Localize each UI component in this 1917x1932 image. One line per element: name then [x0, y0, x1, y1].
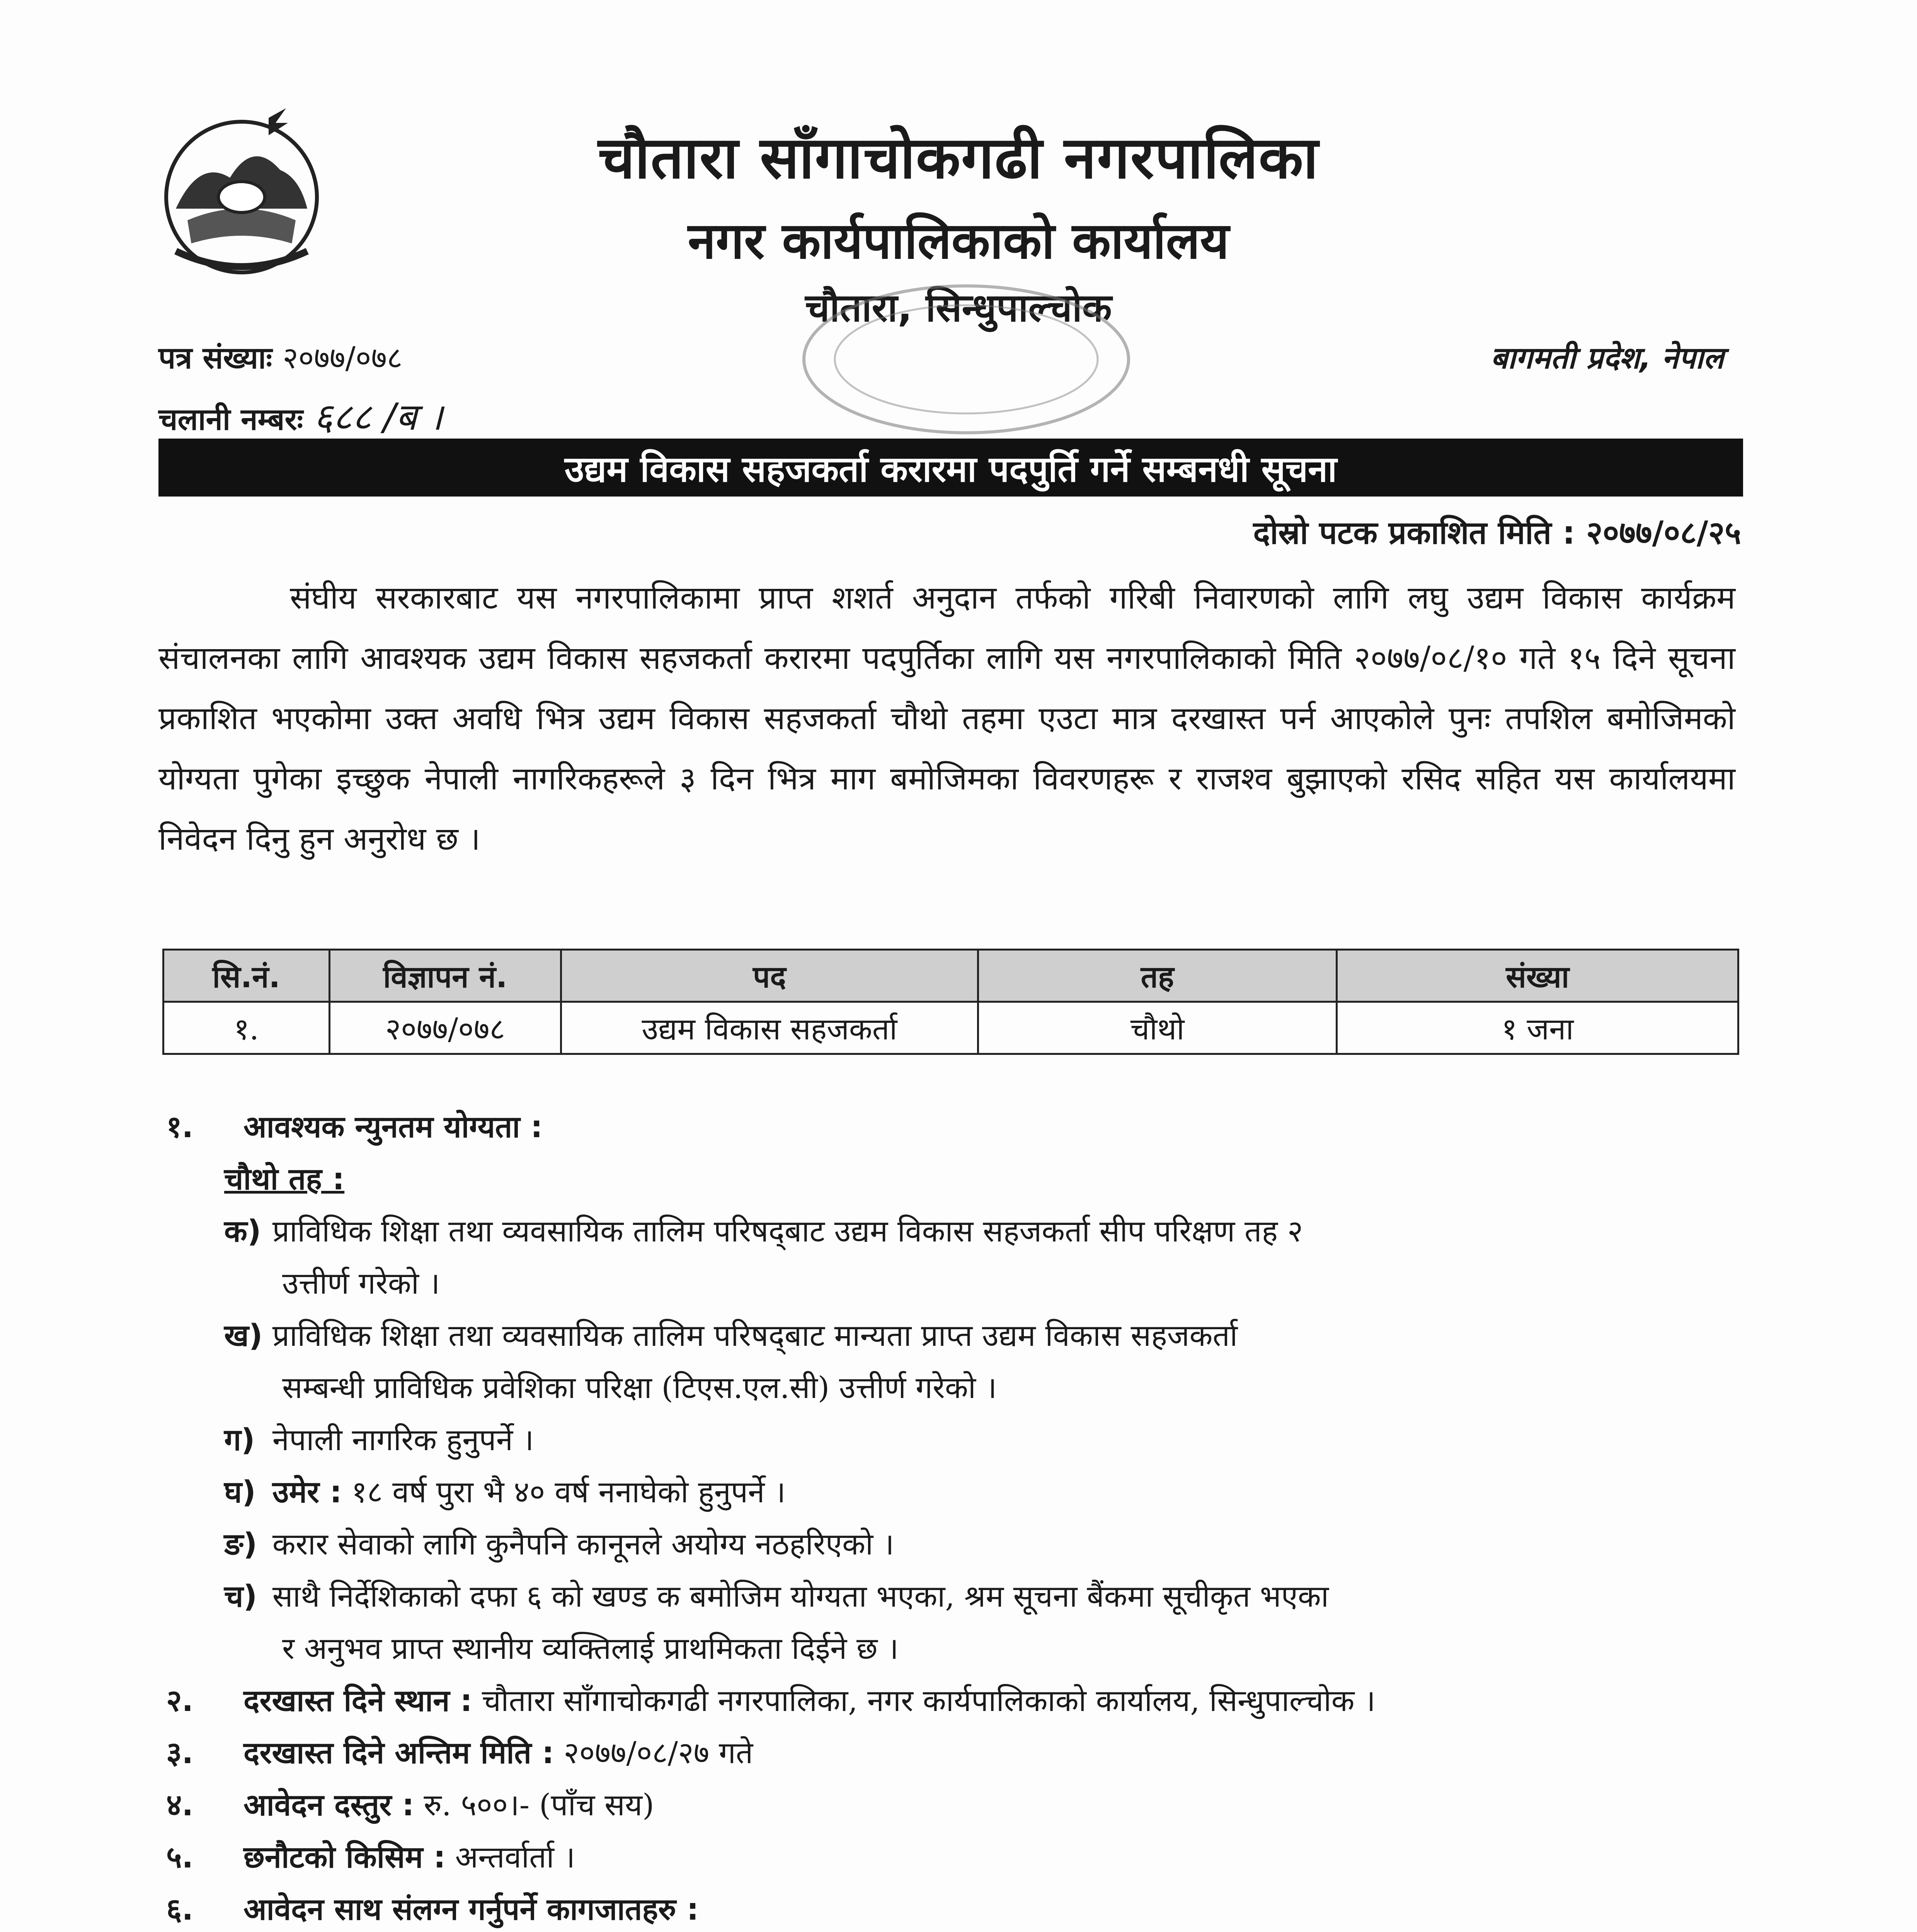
col-level: तह — [978, 950, 1337, 1002]
office-location: चौतारा, सिन्धुपाल्चोक — [805, 285, 1112, 330]
qualification-kha: ख) प्राविधिक शिक्षा तथा व्यवसायिक तालिम परिषद्‌बाट मान्यता प्राप्त उद्यम विकास सहजकर्ता — [224, 1318, 1238, 1353]
province: बागमती प्रदेश, नेपाल — [1490, 341, 1724, 376]
qualification-ka-cont: उत्तीर्ण गरेको । — [282, 1266, 440, 1301]
table-header-row — [163, 950, 1738, 1002]
section-5: ५. छनौटको किसिम : अन्तर्वार्ता । — [166, 1840, 575, 1875]
col-post: पद — [561, 950, 978, 1002]
office-name: नगर कार्यपालिकाको कार्यालय — [688, 211, 1229, 270]
qualification-cha: च) साथै निर्देशिकाको दफा ६ को खण्ड क बमोजिम योग्यता भएका, श्रम सूचना बैंकमा सूचीकृत भएका — [224, 1579, 1329, 1614]
qualification-kha-cont: सम्बन्धी प्राविधिक प्रवेशिका परिक्षा (टिएस.एल.सी) उत्तीर्ण गरेको । — [282, 1371, 997, 1405]
col-ad-no: विज्ञापन नं. — [329, 950, 561, 1002]
section-1-heading: १. आवश्यक न्युनतम योग्यता : — [166, 1110, 543, 1145]
qualification-ga: ग) नेपाली नागरिक हुनुपर्ने । — [224, 1423, 534, 1458]
qualification-nga: ङ) करार सेवाको लागि कुनैपनि कानूनले अयोग्य नठहरिएको । — [224, 1527, 894, 1562]
section-4: ४. आवेदन दस्तुर : रु. ५००।- (पाँच सय) — [166, 1788, 654, 1823]
section-2: २. दरखास्त दिने स्थान : चौतारा साँगाचोकगढी नगरपालिका, नगर कार्यपालिकाको कार्यालय, सिन्धुपाल्चोक । — [166, 1684, 1376, 1718]
col-serial: सि.नं. — [163, 950, 330, 1002]
qualification-ka: क) प्राविधिक शिक्षा तथा व्यवसायिक तालिम परिषद्‌बाट उद्यम विकास सहजकर्ता सीप परिक्षण तह २ — [224, 1214, 1303, 1249]
table-row: १. २०७७/०७८ उद्यम विकास सहजकर्ता चौथो १ जना — [163, 1002, 1738, 1054]
section-1-subheading: चौथो तह : — [224, 1162, 345, 1197]
notice-body: संघीय सरकारबाट यस नगरपालिकामा प्राप्त शशर्त अनुदान तर्फको गरिबी निवारणको लागि लघु उद्यम विकास कार्यक्रम संचालनका लागि आवश्यक उद्यम विकास सहजकर्ता करारमा पदपुर्तिका लागि यस नगरपालिकाको मिति २०७७/०८/१० गते १५ दिने सूचना प्रकाशित भएकोमा उक्त अवधि भित्र उद्यम विकास सहजकर्ता चौथो तहमा एउटा मात्र दरखास्त पर्न आएकोले पुनः तपशिल बमोजिमको योग्यता पुगेका इच्छुक नेपाली नागरिकहरूले ३ दिन भित्र माग बमोजिमका विवरणहरू र राजश्व बुझाएको रसिद सहित यस कार्यालयमा निवेदन दिनु हुन अनुरोध छ । — [158, 580, 1735, 857]
section-6: ६. आवेदन साथ संलग्न गर्नुपर्ने कागजातहरु : — [166, 1892, 699, 1927]
qualification-gha: घ) उमेर : १८ वर्ष पुरा भै ४० वर्ष ननाघेको हुनुपर्ने । — [224, 1475, 786, 1510]
col-count: संख्या — [1337, 950, 1738, 1002]
office-stamp-icon — [792, 278, 1140, 440]
letter-number: पत्र संख्याः २०७७/०७८ — [158, 341, 403, 376]
dispatch-number: चलानी नम्बरः ६८८ /ब । — [158, 395, 443, 439]
vacancy-table — [162, 949, 1739, 1055]
section-3: ३. दरखास्त दिने अन्तिम मिति : २०७७/०८/२७ गते — [166, 1736, 753, 1770]
notice-title: उद्यम विकास सहजकर्ता करारमा पदपुर्ति गर्ने सम्बनधी सूचना — [158, 439, 1743, 497]
org-name: चौतारा साँगाचोकगढी नगरपालिका — [598, 124, 1319, 192]
published-date: दोस्रो पटक प्रकाशित मिति : २०७७/०८/२५ — [1253, 515, 1741, 551]
qualification-cha-cont: र अनुभव प्राप्त स्थानीय व्यक्तिलाई प्राथमिकता दिईने छ । — [282, 1631, 899, 1666]
